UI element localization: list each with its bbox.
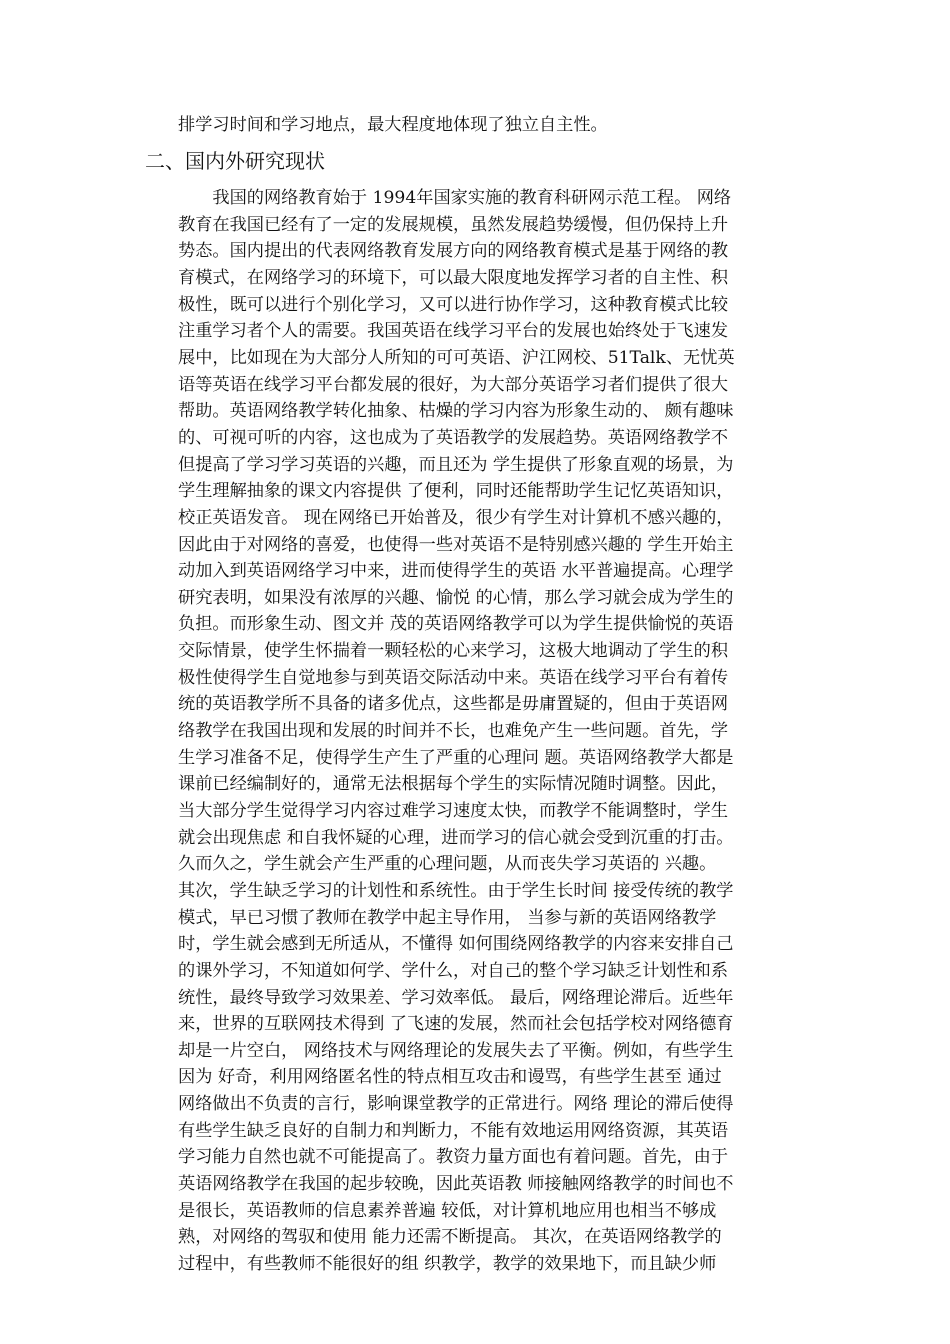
body-line: 负担。而形象生动、图文并 茂的英语网络教学可以为学生提供愉悦的英语 — [178, 614, 734, 635]
body-line: 却是一片空白， 网络技术与网络理论的发展失去了平衡。例如，有些学生 — [178, 1040, 734, 1061]
body-line: 教育在我国已经有了一定的发展规模，虽然发展趋势缓慢，但仍保持上升 — [178, 214, 729, 235]
body-line: 络教学在我国出现和发展的时间并不长，也难免产生一些问题。首先，学 — [178, 721, 729, 741]
body-line: 有些学生缺乏良好的自制力和判断力，不能有效地运用网络资源，其英语 — [178, 1120, 729, 1141]
body-line: 学习能力自然也就不可能提高了。教资力量方面也有着问题。首先，由于 — [178, 1147, 729, 1168]
body-line: 但提高了学习学习英语的兴趣，而且还为 学生提供了形象直观的场景，为 — [178, 454, 734, 475]
body-line: 学生理解抽象的课文内容提供 了便利，同时还能帮助学生记忆英语知识， — [178, 481, 734, 502]
body-line: 时，学生就会感到无所适从，不懂得 如何围绕网络教学的内容来安排自己 — [178, 934, 734, 955]
body-line: 是很长，英语教师的信息素养普遍 较低，对计算机地应用也相当不够成 — [178, 1200, 717, 1221]
body-line: 就会出现焦虑 和自我怀疑的心理，进而学习的信心就会受到沉重的打击。 — [178, 827, 734, 848]
body-line: 统的英语教学所不具备的诸多优点，这些都是毋庸置疑的，但由于英语网 — [178, 694, 729, 715]
body-line: 当大部分学生觉得学习内容过难学习速度太快，而教学不能调整时，学生 — [178, 800, 729, 821]
body-line: 的、可视可听的内容，这也成为了英语教学的发展趋势。英语网络教学不 — [178, 427, 729, 448]
body-line: 注重学习者个人的需要。我国英语在线学习平台的发展也始终处于飞速发 — [178, 321, 729, 342]
body-line: 育模式，在网络学习的环境下，可以最大限度地发挥学习者的自主性、积 — [178, 267, 729, 288]
body-line: 动加入到英语网络学习中来，进而使得学生的英语 水平普遍提高。心理学 — [178, 561, 734, 582]
body-line: 研究表明，如果没有浓厚的兴趣、愉悦 的心情，那么学习就会成为学生的 — [178, 587, 734, 608]
body-line: 帮助。英语网络教学转化抽象、枯燥的学习内容为形象生动的、 颇有趣味 — [178, 401, 734, 422]
continuation-line: 排学习时间和学习地点，最大程度地体现了独立自主性。 — [178, 115, 608, 135]
body-line: 极性使得学生自觉地参与到英语交际活动中来。英语在线学习平台有着传 — [178, 667, 729, 688]
body-line: 其次，学生缺乏学习的计划性和系统性。由于学生长时间 接受传统的教学 — [178, 880, 734, 901]
body-line: 校正英语发音。 现在网络已开始普及，很少有学生对计算机不感兴趣的， — [178, 507, 734, 528]
body-line: 久而久之，学生就会产生严重的心理问题，从而丧失学习英语的 兴趣。 — [178, 854, 717, 875]
body-line: 课前已经编制好的，通常无法根据每个学生的实际情况随时调整。因此， — [178, 774, 729, 795]
body-line: 因此由于对网络的喜爱，也使得一些对英语不是特别感兴趣的 学生开始主 — [178, 534, 734, 555]
body-line: 英语网络教学在我国的起步较晚，因此英语教 师接触网络教学的时间也不 — [178, 1174, 734, 1194]
body-line: 的课外学习，不知道如何学、学什么，对自己的整个学习缺乏计划性和系 — [178, 960, 729, 981]
section-heading: 二、国内外研究现状 — [145, 149, 325, 173]
body-line: 统性，最终导致学习效果差、学习效率低。 最后，网络理论滞后。近些年 — [178, 987, 734, 1008]
body-line: 极性，既可以进行个别化学习，又可以进行协作学习，这种教育模式比较 — [178, 294, 729, 315]
body-line: 语等英语在线学习平台都发展的很好，为大部分英语学习者们提供了很大 — [178, 374, 729, 395]
body-line: 来，世界的互联网技术得到 了飞速的发展，然而社会包括学校对网络德育 — [178, 1014, 734, 1035]
body-line: 过程中，有些教师不能很好的组 织教学，教学的效果地下，而且缺少师 — [178, 1254, 717, 1274]
body-line: 模式，早已习惯了教师在教学中起主导作用， 当参与新的英语网络教学 — [178, 907, 717, 928]
body-line: 交际情景，使学生怀揣着一颗轻松的心来学习，这极大地调动了学生的积 — [178, 641, 729, 661]
body-line: 我国的网络教育始于 1994年国家实施的教育科研网示范工程。 网络 — [178, 188, 732, 208]
body-line: 生学习准备不足，使得学生产生了严重的心理问 题。英语网络教学大都是 — [178, 747, 734, 768]
body-line: 网络做出不负责的言行，影响课堂教学的正常进行。网络 理论的滞后使得 — [178, 1094, 734, 1115]
body-line: 熟，对网络的驾驭和使用 能力还需不断提高。 其次，在英语网络教学的 — [178, 1227, 722, 1248]
body-line: 展中，比如现在为大部分人所知的可可英语、沪江网校、51Talk、无忧英 — [178, 347, 735, 368]
body-line: 因为 好奇，利用网络匿名性的特点相互攻击和谩骂，有些学生甚至 通过 — [178, 1067, 722, 1088]
body-line: 势态。国内提出的代表网络教育发展方向的网络教育模式是基于网络的教 — [178, 241, 729, 262]
